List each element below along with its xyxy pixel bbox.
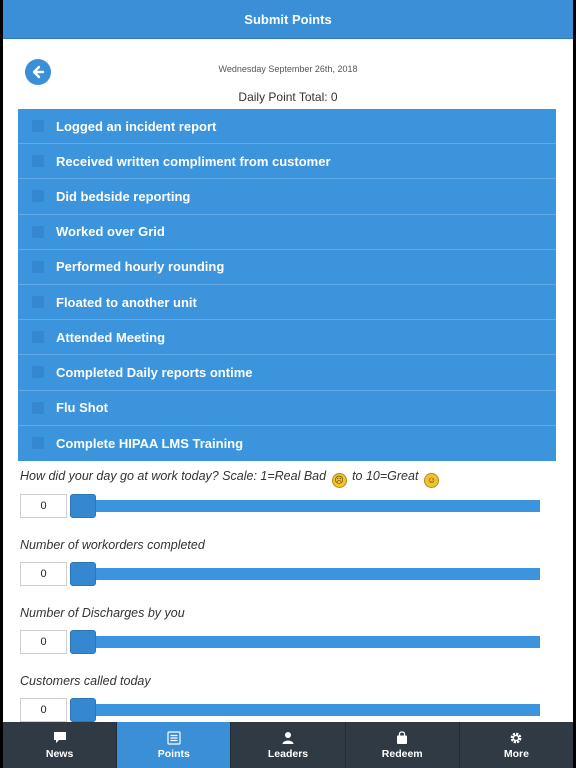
checklist-item[interactable] xyxy=(18,179,556,214)
checkbox[interactable] xyxy=(32,437,44,449)
tab-label: News xyxy=(45,747,74,760)
checklist-item[interactable] xyxy=(18,215,556,250)
checklist-item[interactable] xyxy=(18,250,556,285)
checklist-item[interactable] xyxy=(18,391,556,426)
workorders-value[interactable]: 0 xyxy=(20,562,67,586)
checklist-item-label: Floated to another unit xyxy=(56,294,197,310)
slider-track[interactable] xyxy=(70,568,540,580)
user-icon xyxy=(281,731,295,745)
slider-track[interactable] xyxy=(70,500,540,512)
bag-icon xyxy=(395,731,409,745)
slider-thumb[interactable] xyxy=(70,494,96,518)
checkbox[interactable] xyxy=(32,120,44,132)
slider-track[interactable] xyxy=(70,704,540,716)
happy-face-icon: ☺ xyxy=(424,473,439,488)
checkbox[interactable] xyxy=(32,296,44,308)
checkbox[interactable] xyxy=(32,155,44,167)
tab-more[interactable] xyxy=(460,722,573,768)
checkbox[interactable] xyxy=(32,226,44,238)
tab-leaders[interactable] xyxy=(231,722,345,768)
discharges-label: Number of Discharges by you xyxy=(20,606,185,620)
checklist-item-label: Complete HIPAA LMS Training xyxy=(56,435,244,451)
current-date: Wednesday September 26th, 2018 xyxy=(218,64,358,74)
bottom-tab-bar xyxy=(3,722,573,768)
slider-track[interactable] xyxy=(70,636,540,648)
page-header xyxy=(3,0,573,39)
workorders-slider xyxy=(20,562,540,586)
checklist-item-label: Performed hourly rounding xyxy=(56,259,225,275)
daily-point-total: Daily Point Total: 0 xyxy=(238,90,338,104)
points-checklist xyxy=(18,109,556,461)
checklist-item-label: Logged an incident report xyxy=(56,118,217,134)
tab-label: Points xyxy=(157,747,190,760)
tab-news[interactable] xyxy=(3,722,117,768)
day-rating-label-start: How did your day go at work today? Scale: 1=Real Bad xyxy=(20,469,327,483)
checklist-item[interactable] xyxy=(18,144,556,179)
tab-label: Redeem xyxy=(381,747,423,760)
customers-called-value[interactable]: 0 xyxy=(20,698,67,722)
checklist-item[interactable] xyxy=(18,355,556,390)
tab-redeem[interactable] xyxy=(346,722,460,768)
day-rating-label-end: to 10=Great xyxy=(352,469,419,483)
tab-points[interactable] xyxy=(117,722,231,768)
checklist-item-label: Completed Daily reports ontime xyxy=(56,364,253,380)
workorders-label: Number of workorders completed xyxy=(20,538,205,552)
page-title: Submit Points xyxy=(244,11,332,27)
app-screen xyxy=(3,0,573,768)
tab-label: More xyxy=(503,747,529,760)
day-rating-label xyxy=(20,469,441,488)
slider-thumb[interactable] xyxy=(70,562,96,586)
day-rating-value[interactable]: 0 xyxy=(20,494,67,518)
customers-called-slider xyxy=(20,698,540,722)
checkbox[interactable] xyxy=(32,366,44,378)
checklist-item[interactable] xyxy=(18,285,556,320)
checklist-item-label: Did bedside reporting xyxy=(56,188,191,204)
checklist-item-label: Worked over Grid xyxy=(56,224,165,240)
checklist-item-label: Flu Shot xyxy=(56,400,108,416)
checklist-item[interactable] xyxy=(18,109,556,144)
day-rating-slider xyxy=(20,494,540,518)
slider-thumb[interactable] xyxy=(70,698,96,722)
checkbox[interactable] xyxy=(32,261,44,273)
discharges-value[interactable]: 0 xyxy=(20,630,67,654)
checkbox[interactable] xyxy=(32,331,44,343)
checkbox[interactable] xyxy=(32,190,44,202)
checklist-item-label: Received written compliment from customer xyxy=(56,153,331,169)
list-icon xyxy=(167,731,181,745)
discharges-slider xyxy=(20,630,540,654)
chat-icon xyxy=(53,731,67,745)
slider-thumb[interactable] xyxy=(70,630,96,654)
checklist-item[interactable] xyxy=(18,320,556,355)
checklist-item-label: Attended Meeting xyxy=(56,329,166,345)
tab-label: Leaders xyxy=(267,747,309,760)
gear-icon xyxy=(509,731,523,745)
customers-called-label: Customers called today xyxy=(20,674,151,688)
checklist-item[interactable] xyxy=(18,426,556,461)
sad-face-icon: ☹ xyxy=(332,473,347,488)
checkbox[interactable] xyxy=(32,402,44,414)
